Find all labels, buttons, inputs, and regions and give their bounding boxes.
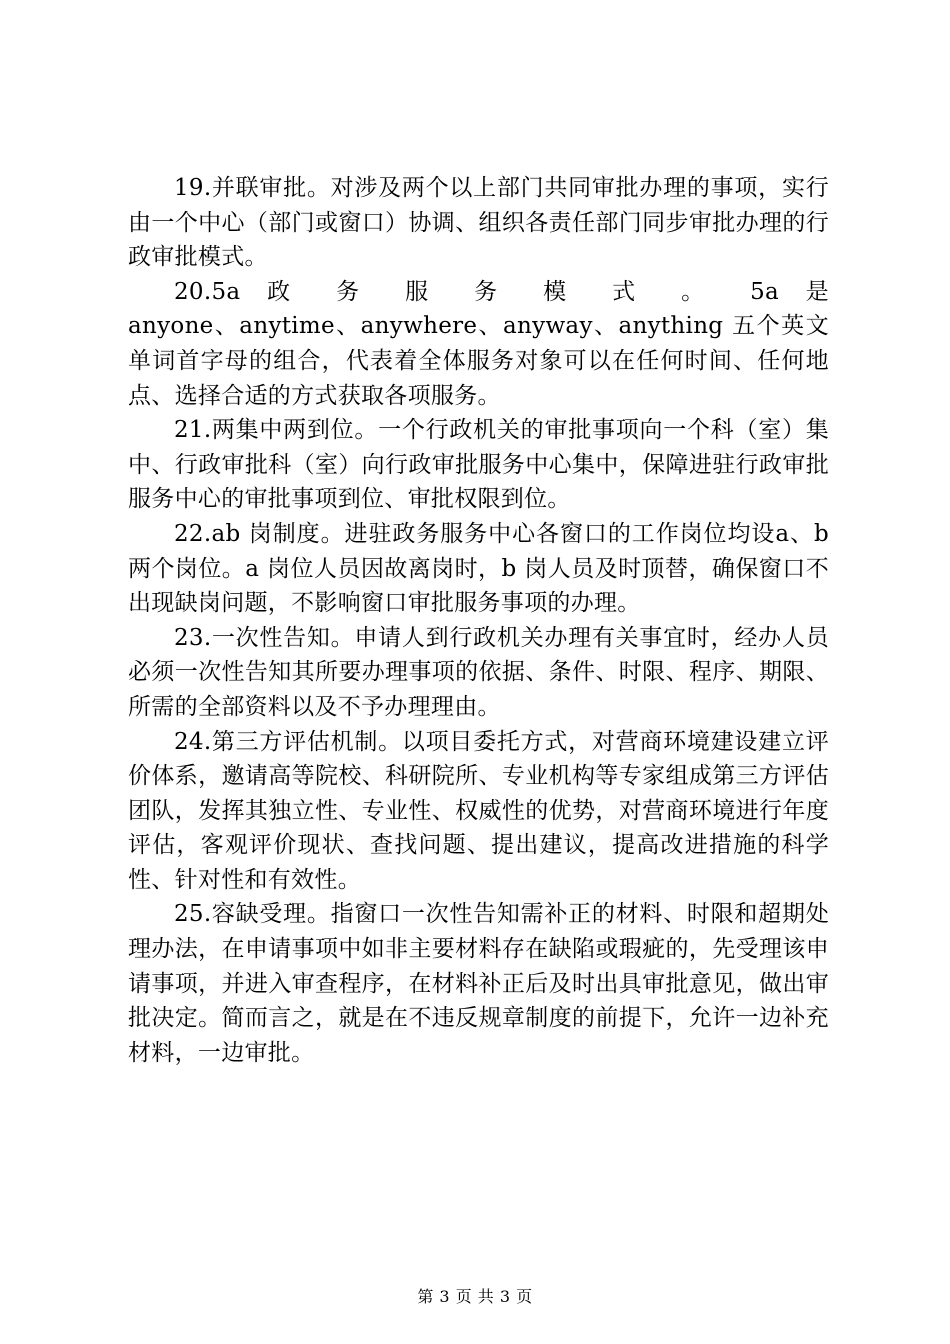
text-line: （室）集中、行政审批科（室）向行政审批服务中心集中，保	[128, 417, 830, 478]
text-line: 立评价体系，邀请高等院校、科研院所、专业机构等专家组成	[128, 728, 829, 790]
text-line: 人员必须一次性告知其所要办理事项的依据、条件、时限、程	[128, 624, 829, 686]
text-line: 期处理办法，在申请事项中如非主要材料存在缺陷或瑕疵的，	[128, 901, 829, 963]
text-line: 实行由一个中心（部门或窗口）协调、组织各责任部门同步审	[128, 175, 829, 236]
text-line: 词首字母的组合，代表着全体服务对象可以在任何时间、任何	[152, 347, 806, 374]
text-line: 25.容缺受理。指窗口一次性告知需补正的材料、时限和超	[174, 901, 782, 928]
text-line: 19.并联审批。对涉及两个以上部门共同审批办理的事项，	[174, 175, 782, 201]
text-line: 23.一次性告知。申请人到行政机关办理有关事宜时，经办	[174, 624, 782, 651]
text-line: 22.ab 岗制度。进驻政务服务中心各窗口的工作岗位均设	[174, 520, 776, 547]
paragraph-parallel-approval	[128, 171, 829, 275]
text-line: 先受理该申请事项，并进入审查程序，在材料补正后及时出具	[128, 936, 830, 997]
text-line: 21.两集中两到位。一个行政机关的审批事项向一个科	[174, 417, 735, 444]
paragraph-5a-service-mode	[128, 309, 829, 413]
text-line: 第三方评估团队，发挥其独立性、专业性、权威性的优势，对	[128, 763, 830, 824]
text-line: 审批意见，做出审批决定。简而言之，就是在不违反规章制度	[128, 970, 829, 1032]
document-body	[128, 171, 829, 1070]
text-line: 批办理的行政审批模式。	[128, 209, 830, 271]
text-line: 的前提下，允许一边补充材料，一边审批。	[128, 1005, 829, 1066]
text-line: anyone、anytime、anywhere、anyway、anything 五个英文单	[128, 313, 829, 374]
paragraph-third-party-evaluation	[128, 725, 829, 898]
paragraph-one-time-notice	[128, 621, 829, 725]
paragraph-two-concentrations	[128, 413, 829, 517]
text-line: 24.第三方评估机制。以项目委托方式，对营商环境建设建	[174, 728, 782, 755]
paragraph-5a-heading	[128, 275, 829, 310]
text-line: 营商环境进行年度评估，客观评价现状、查找问题、提出建议，	[128, 797, 829, 859]
paragraph-ab-post-system	[128, 517, 829, 621]
paragraph-tolerant-acceptance	[128, 897, 829, 1070]
text-line: 提高改进措施的科学性、针对性和有效性。	[128, 832, 830, 893]
text-line: 保窗口不出现缺岗问题，不影响窗口审批服务事项的办理。	[128, 555, 829, 617]
text-line: 序、期限、所需的全部资料以及不予办理理由。	[128, 659, 830, 720]
text-line: 障进驻行政审批服务中心的审批事项到位、审批权限到位。	[128, 451, 829, 513]
text-line: a、b 两个岗位。a 岗位人员因故离岗时，b 岗人员及时顶替，确	[128, 520, 829, 582]
page-number-footer: 第 3 页 共 3 页	[417, 1287, 533, 1306]
text-line: 20.5a 政 务 服 务 模 式 。 5a 是	[174, 278, 829, 305]
text-line: 地点、选择合适的方式获取各项服务。	[128, 347, 829, 409]
